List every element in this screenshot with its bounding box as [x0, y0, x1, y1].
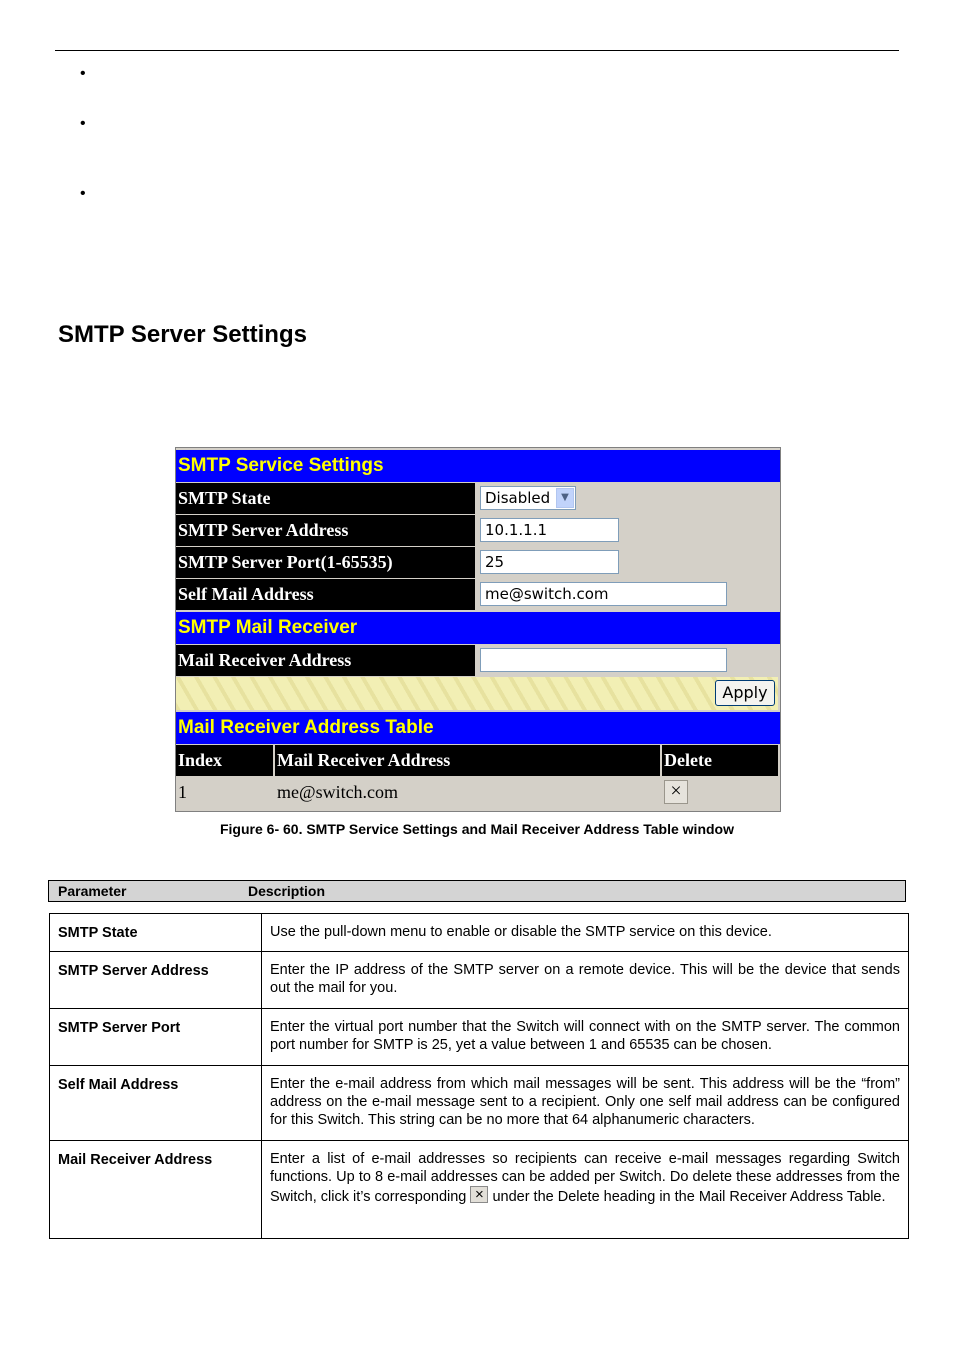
mail-receiver-address-row — [176, 645, 778, 677]
mail-receiver-address-cell — [477, 645, 778, 676]
column-header-delete: Delete — [662, 745, 778, 776]
receiver-table-header — [176, 745, 778, 777]
mail-receiver-address-label: Mail Receiver Address — [176, 645, 475, 676]
smtp-server-port-cell — [477, 547, 778, 578]
top-rule — [55, 50, 899, 51]
delete-icon: × — [470, 1186, 488, 1203]
bullet-1: • — [80, 65, 86, 82]
table-row — [176, 777, 778, 809]
smtp-state-label: SMTP State — [176, 483, 475, 514]
figure-caption: Figure 6- 60. SMTP Service Settings and Mail Receiver Address Table window — [219, 821, 734, 837]
param-name: SMTP Server Port — [50, 1009, 262, 1066]
table-row — [50, 1009, 909, 1066]
param-name: Mail Receiver Address — [50, 1141, 262, 1239]
mail-receiver-address-input[interactable] — [480, 648, 727, 672]
smtp-server-port-row — [176, 547, 778, 579]
column-header-address: Mail Receiver Address — [275, 745, 660, 776]
param-desc: Enter the IP address of the SMTP server on a remote device. This will be the device that sends out the mail for you. — [262, 952, 909, 1009]
param-desc — [262, 1141, 909, 1239]
table-row — [50, 1066, 909, 1141]
header-description: Description — [248, 883, 326, 899]
param-name: Self Mail Address — [50, 1066, 262, 1141]
column-header-index: Index — [176, 745, 273, 776]
self-mail-address-input[interactable]: me@switch.com — [480, 582, 727, 606]
param-desc-before: Enter a list of e-mail addresses so recipients can receive e-mail messages regarding Switch functions. Up to 8 e-mail addresses can be added per Switch. Do delete these addresses from the Switch, click it’s corresponding — [270, 1151, 900, 1205]
table-row — [50, 1141, 909, 1239]
param-name: SMTP Server Address — [50, 952, 262, 1009]
param-desc: Use the pull-down menu to enable or disable the SMTP service on this device. — [262, 914, 909, 952]
self-mail-address-label: Self Mail Address — [176, 579, 475, 610]
parameter-table — [49, 913, 909, 1239]
param-desc: Enter the e-mail address from which mail messages will be sent. This address will be the “from” address on the e-mail message sent to a recipient. Only one self mail address can be configured for this Switch. This string can be no more that 64 alphanumeric characters. — [262, 1066, 909, 1141]
smtp-state-row — [176, 483, 778, 515]
delete-icon[interactable]: × — [664, 780, 688, 804]
smtp-server-address-row — [176, 515, 778, 547]
header-parameter: Parameter — [58, 883, 127, 899]
smtp-server-port-label: SMTP Server Port(1-65535) — [176, 547, 475, 578]
bullet-3: • — [80, 185, 86, 202]
self-mail-address-cell — [477, 579, 778, 610]
param-desc: Enter the virtual port number that the Switch will connect with on the SMTP server. The common port number for SMTP is 25, yet a value between 1 and 65535 can be chosen. — [262, 1009, 909, 1066]
mail-receiver-title: SMTP Mail Receiver — [176, 612, 780, 645]
param-desc-after: under the Delete heading in the Mail Receiver Address Table. — [492, 1189, 886, 1205]
apply-button[interactable]: Apply — [715, 680, 775, 706]
receiver-table-title: Mail Receiver Address Table — [176, 712, 780, 745]
row-address: me@switch.com — [275, 777, 660, 808]
smtp-server-address-cell — [477, 515, 778, 546]
param-table-header — [48, 880, 906, 902]
smtp-server-address-input[interactable]: 10.1.1.1 — [480, 518, 619, 542]
chevron-down-icon[interactable]: ▼ — [556, 488, 574, 508]
row-delete-cell — [662, 777, 778, 808]
smtp-state-select[interactable] — [480, 486, 576, 510]
smtp-server-address-label: SMTP Server Address — [176, 515, 475, 546]
table-row — [50, 952, 909, 1009]
param-name: SMTP State — [50, 914, 262, 952]
service-settings-title: SMTP Service Settings — [176, 450, 780, 483]
smtp-settings-window — [175, 447, 781, 812]
self-mail-address-row — [176, 579, 778, 611]
smtp-server-port-input[interactable]: 25 — [480, 550, 619, 574]
smtp-state-cell — [477, 483, 778, 514]
section-heading: SMTP Server Settings — [58, 321, 307, 348]
smtp-state-value: Disabled — [485, 489, 551, 507]
table-row — [50, 914, 909, 952]
bullet-2: • — [80, 115, 86, 132]
apply-row — [176, 677, 778, 711]
row-index: 1 — [176, 777, 273, 808]
